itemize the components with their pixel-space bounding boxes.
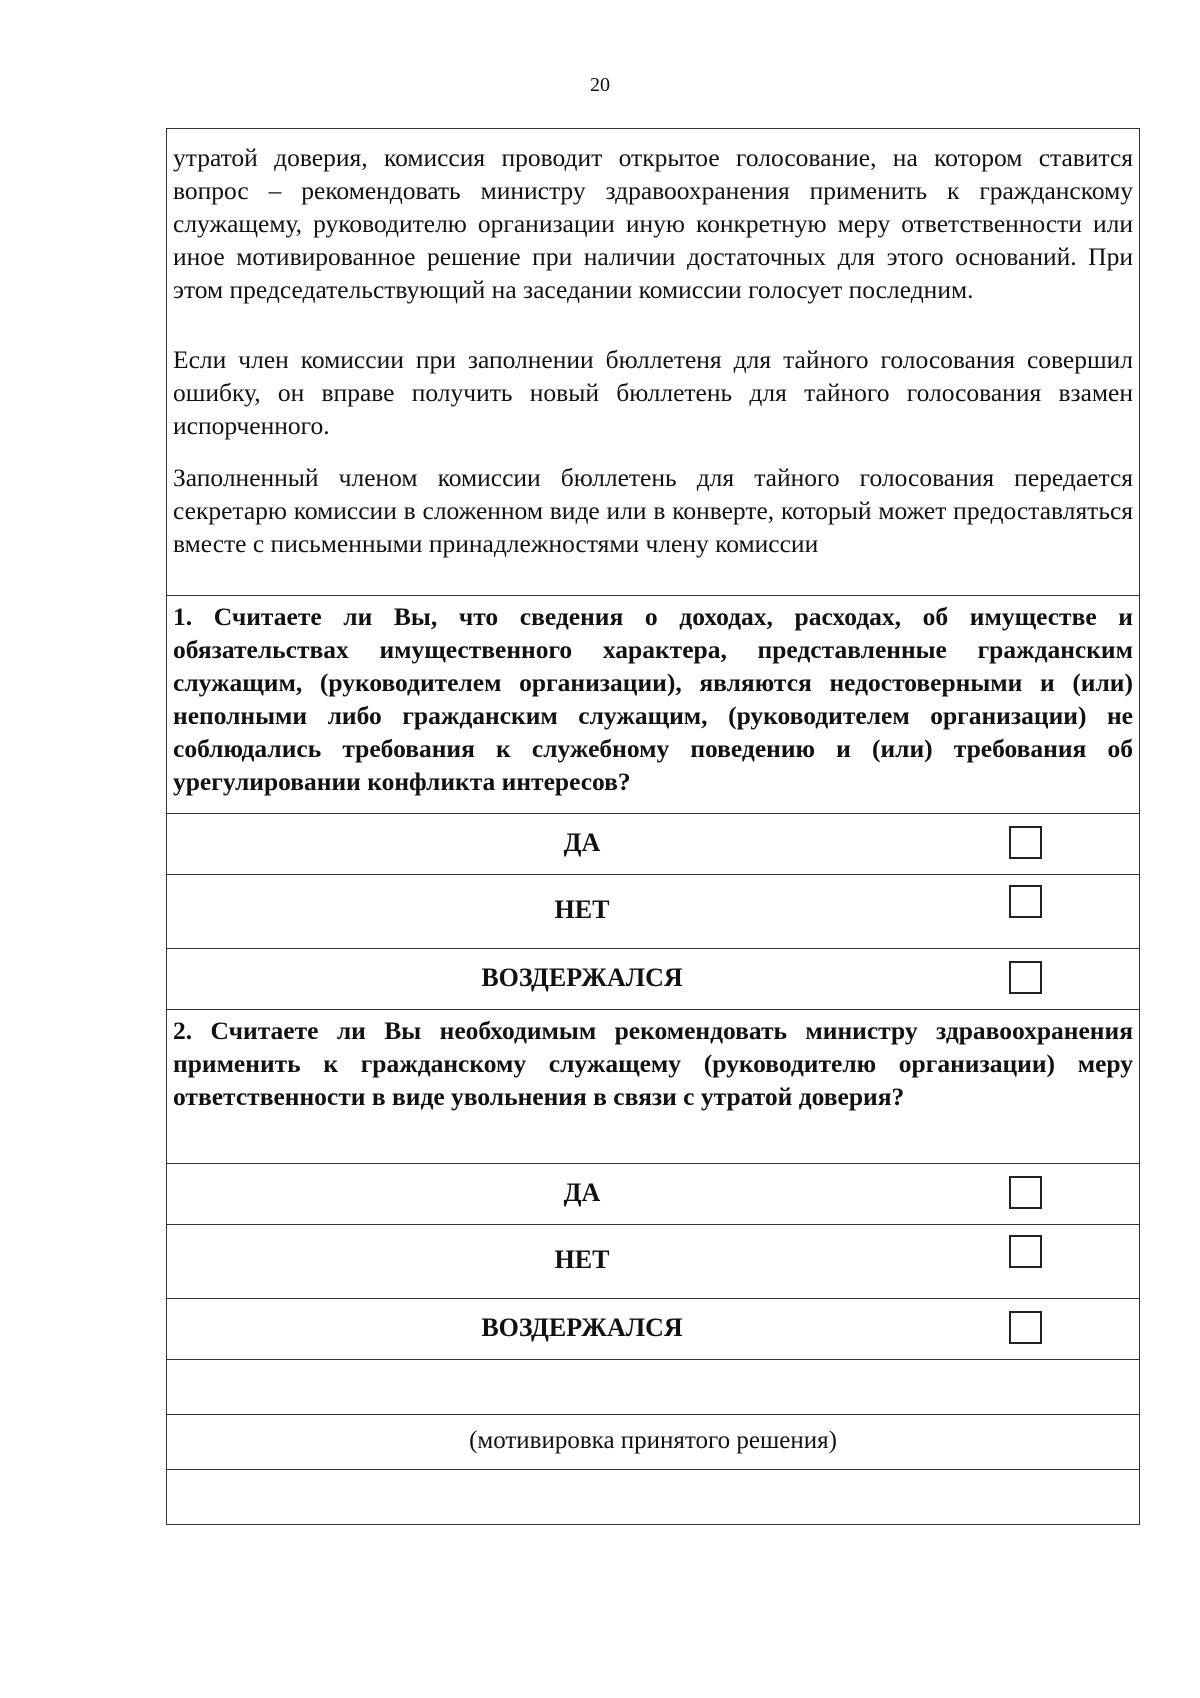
motivation-input-line[interactable] xyxy=(167,1359,1139,1414)
q2-option-no-row xyxy=(167,1224,1139,1298)
page-number: 20 xyxy=(590,74,610,96)
q1-option-abstain-checkbox[interactable] xyxy=(1009,961,1042,994)
q1-option-abstain-label: ВОЗДЕРЖАЛСЯ xyxy=(481,963,683,992)
q2-option-no-checkbox[interactable] xyxy=(1009,1235,1042,1268)
q2-option-no-label: НЕТ xyxy=(554,1245,610,1274)
q2-option-yes-label: ДА xyxy=(563,1178,601,1207)
intro-paragraph-2-text: Если член комиссии при заполнении бюллетеня для тайного голосования совершил ошибку, он вправе получить новый бюллетень для тайного голосования взамен испорченного. xyxy=(173,345,1133,440)
q1-option-yes-checkbox[interactable] xyxy=(1009,826,1042,859)
q1-option-abstain-row xyxy=(167,948,1139,1009)
question-1-text: 1. Считаете ли Вы, что сведения о доходах, расходах, об имуществе и обязательствах имущественного характера, представленные гражданским служащим, (руководителем организации), являются недостоверными и (или) неполными либо гражданским служащим, (руководителем организации) не соблюдались требования к служебному поведению и (или) требования об урегулировании конфликта интересов? xyxy=(167,595,1139,813)
q2-option-abstain-row xyxy=(167,1298,1139,1359)
motivation-label: (мотивировка принятого решения) xyxy=(167,1414,1139,1469)
ballot-frame xyxy=(166,128,1140,1525)
intro-paragraph-1 xyxy=(167,129,1139,339)
q2-option-yes-checkbox[interactable] xyxy=(1009,1176,1042,1209)
q1-option-no-row xyxy=(167,874,1139,948)
q2-option-abstain-label: ВОЗДЕРЖАЛСЯ xyxy=(481,1313,683,1342)
intro-paragraph-3-text: Заполненный членом комиссии бюллетень для тайного голосования передается секретарю комиссии в сложенном виде или в конверте, который может предоставляться вместе с письменными принадлежностями члену комиссии xyxy=(173,463,1133,558)
q1-option-no-label: НЕТ xyxy=(554,895,610,924)
q1-option-no-checkbox[interactable] xyxy=(1009,885,1042,918)
q2-option-abstain-checkbox[interactable] xyxy=(1009,1311,1042,1344)
q2-option-yes-row xyxy=(167,1163,1139,1224)
q1-option-yes-row xyxy=(167,813,1139,874)
intro-paragraph-1-text: утратой доверия, комиссия проводит открытое голосование, на котором ставится вопрос – рекомендовать министру здравоохранения применить к гражданскому служащему, руководителю организации иную конкретную меру ответственности или иное мотивированное решение при наличии достаточных для этого оснований. При этом председательствующий на заседании комиссии голосует последним. xyxy=(173,143,1133,304)
motivation-input-line-2[interactable] xyxy=(167,1469,1139,1524)
question-2-text: 2. Считаете ли Вы необходимым рекомендовать министру здравоохранения применить к гражданскому служащему (руководителю организации) меру ответственности в виде увольнения в связи с утратой доверия? xyxy=(167,1009,1139,1163)
intro-paragraph-2 xyxy=(167,339,1139,457)
intro-paragraph-3 xyxy=(167,457,1139,595)
q1-option-yes-label: ДА xyxy=(563,828,601,857)
